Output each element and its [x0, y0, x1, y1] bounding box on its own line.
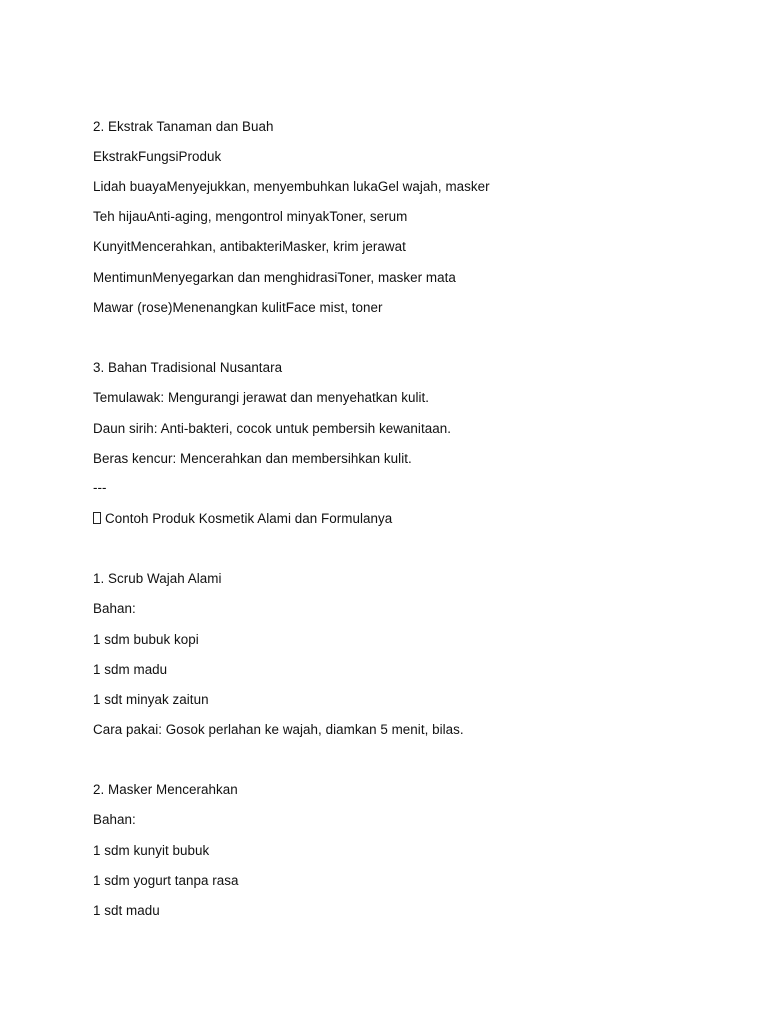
table-row: Teh hijauAnti-aging, mengontrol minyakToner, serum	[93, 209, 408, 224]
missing-glyph-icon	[93, 512, 101, 524]
table-row: KunyitMencerahkan, antibakteriMasker, krim jerawat	[93, 239, 406, 254]
section-heading-ekstrak: 2. Ekstrak Tanaman dan Buah	[93, 119, 274, 134]
table-header-row: EkstrakFungsiProduk	[93, 149, 222, 164]
table-row: Lidah buayaMenyejukkan, menyembuhkan lukaGel wajah, masker	[93, 179, 490, 194]
list-item: Beras kencur: Mencerahkan dan membersihkan kulit.	[93, 451, 412, 466]
table-row: MentimunMenyegarkan dan menghidrasiToner, masker mata	[93, 270, 456, 285]
ingredients-label: Bahan:	[93, 601, 136, 616]
ingredient-item: 1 sdm bubuk kopi	[93, 632, 199, 647]
ingredient-item: 1 sdm yogurt tanpa rasa	[93, 873, 239, 888]
separator: ---	[93, 480, 107, 495]
ingredient-item: 1 sdm madu	[93, 662, 168, 677]
list-item: Daun sirih: Anti-bakteri, cocok untuk pembersih kewanitaan.	[93, 421, 451, 436]
usage-instructions: Cara pakai: Gosok perlahan ke wajah, diamkan 5 menit, bilas.	[93, 722, 464, 737]
table-row: Mawar (rose)Menenangkan kulitFace mist, toner	[93, 300, 383, 315]
list-item: Temulawak: Mengurangi jerawat dan menyehatkan kulit.	[93, 390, 430, 405]
ingredient-item: 1 sdt madu	[93, 903, 160, 918]
recipe-title-scrub: 1. Scrub Wajah Alami	[93, 571, 222, 586]
ingredient-item: 1 sdm kunyit bubuk	[93, 843, 210, 858]
examples-heading-text: Contoh Produk Kosmetik Alami dan Formulanya	[105, 511, 393, 526]
ingredient-item: 1 sdt minyak zaitun	[93, 692, 209, 707]
recipe-title-masker: 2. Masker Mencerahkan	[93, 782, 238, 797]
ingredients-label: Bahan:	[93, 812, 136, 827]
examples-heading	[93, 510, 392, 528]
section-heading-tradisional: 3. Bahan Tradisional Nusantara	[93, 360, 283, 375]
